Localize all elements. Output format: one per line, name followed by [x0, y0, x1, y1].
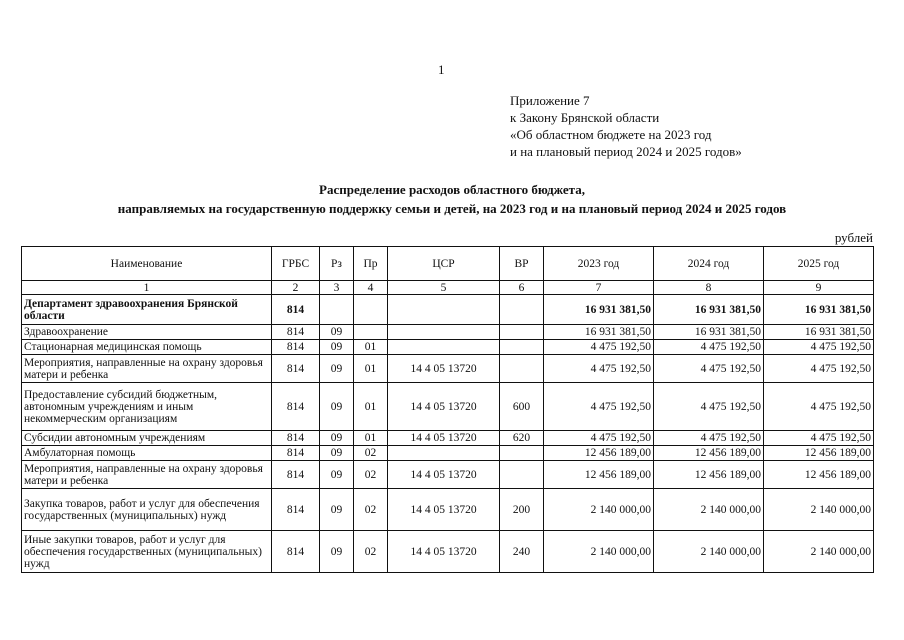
rz-cell: 09: [320, 431, 354, 446]
header-cell: ВР: [500, 247, 544, 281]
amount-2024-cell: 2 140 000,00: [654, 489, 764, 531]
budget-table: [21, 246, 874, 573]
table-row: [22, 431, 874, 446]
table-row: [22, 340, 874, 355]
table-row: [22, 489, 874, 531]
csr-cell: 14 4 05 13720: [388, 355, 500, 383]
amount-2025-cell: 4 475 192,50: [764, 355, 874, 383]
title-line: направляемых на государственную поддержку семьи и детей, на 2023 год и на плановый период 2024 и 2025 годов: [117, 201, 787, 216]
amount-2023-cell: 12 456 189,00: [544, 446, 654, 461]
vr-cell: 600: [500, 383, 544, 431]
table-row: [22, 461, 874, 489]
csr-cell: 14 4 05 13720: [388, 383, 500, 431]
row-name-cell: Департамент здравоохранения Брянской области: [22, 295, 272, 325]
rz-cell: 09: [320, 340, 354, 355]
grbs-cell: 814: [272, 431, 320, 446]
amount-2025-cell: 12 456 189,00: [764, 461, 874, 489]
header-cell: ГРБС: [272, 247, 320, 281]
amount-2025-cell: 2 140 000,00: [764, 489, 874, 531]
vr-cell: [500, 446, 544, 461]
amount-2025-cell: 16 931 381,50: [764, 325, 874, 340]
column-number-cell: 8: [654, 281, 764, 295]
pr-cell: 02: [354, 461, 388, 489]
amount-2024-cell: 12 456 189,00: [654, 461, 764, 489]
column-number-cell: 1: [22, 281, 272, 295]
csr-cell: [388, 340, 500, 355]
column-number-row: [22, 281, 874, 295]
amount-2024-cell: 12 456 189,00: [654, 446, 764, 461]
column-number-cell: 4: [354, 281, 388, 295]
rz-cell: 09: [320, 461, 354, 489]
table-row: [22, 355, 874, 383]
rz-cell: 09: [320, 489, 354, 531]
grbs-cell: 814: [272, 340, 320, 355]
grbs-cell: 814: [272, 325, 320, 340]
header-cell: ЦСР: [388, 247, 500, 281]
row-name-cell: Мероприятия, направленные на охрану здоровья матери и ребенка: [22, 355, 272, 383]
row-name-cell: Мероприятия, направленные на охрану здоровья матери и ребенка: [22, 461, 272, 489]
pr-cell: 01: [354, 340, 388, 355]
amount-2023-cell: 16 931 381,50: [544, 295, 654, 325]
table-row: [22, 383, 874, 431]
appendix-note: [510, 92, 742, 160]
column-number-cell: 7: [544, 281, 654, 295]
row-name-cell: Предоставление субсидий бюджетным, автономным учреждениям и иным некоммерческим организациям: [22, 383, 272, 431]
header-cell: 2023 год: [544, 247, 654, 281]
pr-cell: [354, 295, 388, 325]
amount-2023-cell: 2 140 000,00: [544, 489, 654, 531]
column-number-cell: 3: [320, 281, 354, 295]
appendix-line: к Закону Брянской области: [510, 110, 660, 125]
vr-cell: [500, 355, 544, 383]
amount-2025-cell: 16 931 381,50: [764, 295, 874, 325]
amount-2025-cell: 4 475 192,50: [764, 431, 874, 446]
csr-cell: [388, 446, 500, 461]
rz-cell: 09: [320, 531, 354, 573]
column-number-cell: 9: [764, 281, 874, 295]
row-name-cell: Стационарная медицинская помощь: [22, 340, 272, 355]
row-name-cell: Закупка товаров, работ и услуг для обеспечения государственных (муниципальных) нужд: [22, 489, 272, 531]
table-header-row: [22, 247, 874, 281]
amount-2023-cell: 4 475 192,50: [544, 383, 654, 431]
amount-2024-cell: 16 931 381,50: [654, 325, 764, 340]
column-number-cell: 2: [272, 281, 320, 295]
pr-cell: 02: [354, 489, 388, 531]
appendix-line: Приложение 7: [510, 93, 590, 108]
column-number-cell: 5: [388, 281, 500, 295]
amount-2025-cell: 2 140 000,00: [764, 531, 874, 573]
pr-cell: [354, 325, 388, 340]
amount-2025-cell: 4 475 192,50: [764, 340, 874, 355]
amount-2023-cell: 4 475 192,50: [544, 355, 654, 383]
rz-cell: [320, 295, 354, 325]
row-name-cell: Субсидии автономным учреждениям: [22, 431, 272, 446]
vr-cell: [500, 295, 544, 325]
amount-2024-cell: 4 475 192,50: [654, 383, 764, 431]
table-row: [22, 295, 874, 325]
table-row: [22, 325, 874, 340]
pr-cell: 01: [354, 431, 388, 446]
vr-cell: 240: [500, 531, 544, 573]
csr-cell: 14 4 05 13720: [388, 461, 500, 489]
grbs-cell: 814: [272, 461, 320, 489]
amount-2023-cell: 12 456 189,00: [544, 461, 654, 489]
csr-cell: [388, 325, 500, 340]
grbs-cell: 814: [272, 531, 320, 573]
header-cell: Наименование: [22, 247, 272, 281]
row-name-cell: Амбулаторная помощь: [22, 446, 272, 461]
header-cell: 2024 год: [654, 247, 764, 281]
grbs-cell: 814: [272, 489, 320, 531]
amount-2025-cell: 4 475 192,50: [764, 383, 874, 431]
header-cell: Рз: [320, 247, 354, 281]
rz-cell: 09: [320, 383, 354, 431]
pr-cell: 01: [354, 383, 388, 431]
grbs-cell: 814: [272, 383, 320, 431]
rz-cell: 09: [320, 446, 354, 461]
appendix-line: и на плановый период 2024 и 2025 годов»: [510, 144, 742, 159]
csr-cell: 14 4 05 13720: [388, 531, 500, 573]
amount-2024-cell: 2 140 000,00: [654, 531, 764, 573]
amount-2023-cell: 2 140 000,00: [544, 531, 654, 573]
header-cell: Пр: [354, 247, 388, 281]
grbs-cell: 814: [272, 446, 320, 461]
amount-2023-cell: 4 475 192,50: [544, 431, 654, 446]
column-number-cell: 6: [500, 281, 544, 295]
table-row: [22, 531, 874, 573]
document-title: [0, 180, 904, 218]
grbs-cell: 814: [272, 295, 320, 325]
appendix-line: «Об областном бюджете на 2023 год: [510, 127, 712, 142]
amount-2024-cell: 4 475 192,50: [654, 340, 764, 355]
amount-2024-cell: 16 931 381,50: [654, 295, 764, 325]
amount-2023-cell: 4 475 192,50: [544, 340, 654, 355]
vr-cell: [500, 325, 544, 340]
row-name-cell: Иные закупки товаров, работ и услуг для обеспечения государственных (муниципальных) нужд: [22, 531, 272, 573]
table-row: [22, 446, 874, 461]
vr-cell: 620: [500, 431, 544, 446]
header-cell: 2025 год: [764, 247, 874, 281]
pr-cell: 02: [354, 446, 388, 461]
page-number: 1: [438, 62, 445, 77]
amount-2024-cell: 4 475 192,50: [654, 355, 764, 383]
pr-cell: 02: [354, 531, 388, 573]
units-label: рублей: [834, 230, 873, 245]
vr-cell: 200: [500, 489, 544, 531]
csr-cell: [388, 295, 500, 325]
vr-cell: [500, 340, 544, 355]
title-line: Распределение расходов областного бюджета,: [319, 182, 585, 197]
amount-2025-cell: 12 456 189,00: [764, 446, 874, 461]
vr-cell: [500, 461, 544, 489]
csr-cell: 14 4 05 13720: [388, 431, 500, 446]
row-name-cell: Здравоохранение: [22, 325, 272, 340]
pr-cell: 01: [354, 355, 388, 383]
amount-2024-cell: 4 475 192,50: [654, 431, 764, 446]
rz-cell: 09: [320, 325, 354, 340]
rz-cell: 09: [320, 355, 354, 383]
amount-2023-cell: 16 931 381,50: [544, 325, 654, 340]
csr-cell: 14 4 05 13720: [388, 489, 500, 531]
grbs-cell: 814: [272, 355, 320, 383]
